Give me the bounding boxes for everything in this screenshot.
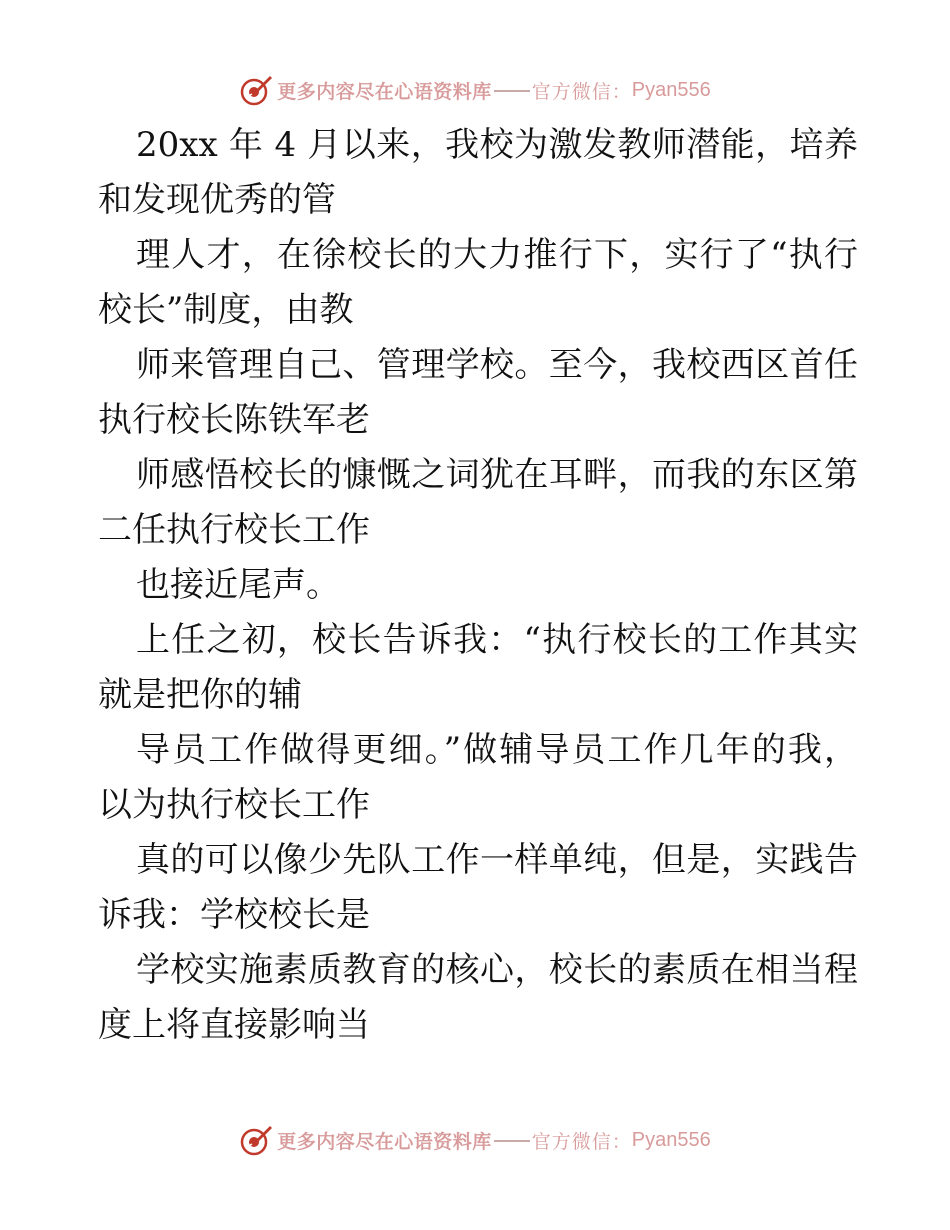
promo-text: 更多内容尽在心语资料库 — [277, 80, 492, 103]
header-banner — [0, 70, 950, 110]
text-line: 上任之初，校长告诉我：“执行校长的工作其实 — [136, 620, 858, 660]
text-line: 就是把你的辅 — [98, 675, 302, 715]
footer-banner — [0, 1120, 950, 1160]
text-line: 诉我：学校校长是 — [98, 895, 370, 935]
text-line: 导员工作做得更细。”做辅导员工作几年的我， — [136, 730, 858, 770]
text-line: 20xx 年 4 月以来，我校为激发教师潜能，培养 — [136, 125, 858, 165]
wechat-id: Pyan556 — [631, 78, 711, 101]
wechat-label: 官方微信： — [531, 1130, 632, 1153]
body-paragraph — [98, 118, 858, 1053]
text-line: 真的可以像少先队工作一样单纯，但是，实践告 — [136, 840, 858, 880]
text-line: 度上将直接影响当 — [98, 1005, 370, 1045]
text-line: 校长”制度，由教 — [98, 290, 354, 330]
divider — [494, 1140, 530, 1142]
text-line: 执行校长陈铁军老 — [98, 400, 370, 440]
text-line: 理人才，在徐校长的大力推行下，实行了“执行 — [136, 235, 858, 275]
text-line: 师来管理自己、管理学校。至今，我校西区首任 — [136, 345, 858, 385]
promo-text: 更多内容尽在心语资料库 — [277, 1130, 492, 1153]
pen-logo-icon — [239, 73, 273, 107]
text-line: 二任执行校长工作 — [98, 510, 370, 550]
text-line: 师感悟校长的慷慨之词犹在耳畔，而我的东区第 — [136, 455, 858, 495]
divider — [494, 90, 530, 92]
text-line: 也接近尾声。 — [136, 565, 340, 605]
wechat-id: Pyan556 — [631, 1128, 711, 1151]
wechat-label: 官方微信： — [531, 80, 632, 103]
text-line: 学校实施素质教育的核心，校长的素质在相当程 — [136, 950, 858, 990]
text-line: 和发现优秀的管 — [98, 180, 336, 220]
text-line: 以为执行校长工作 — [98, 785, 370, 825]
pen-logo-icon — [239, 1123, 273, 1157]
